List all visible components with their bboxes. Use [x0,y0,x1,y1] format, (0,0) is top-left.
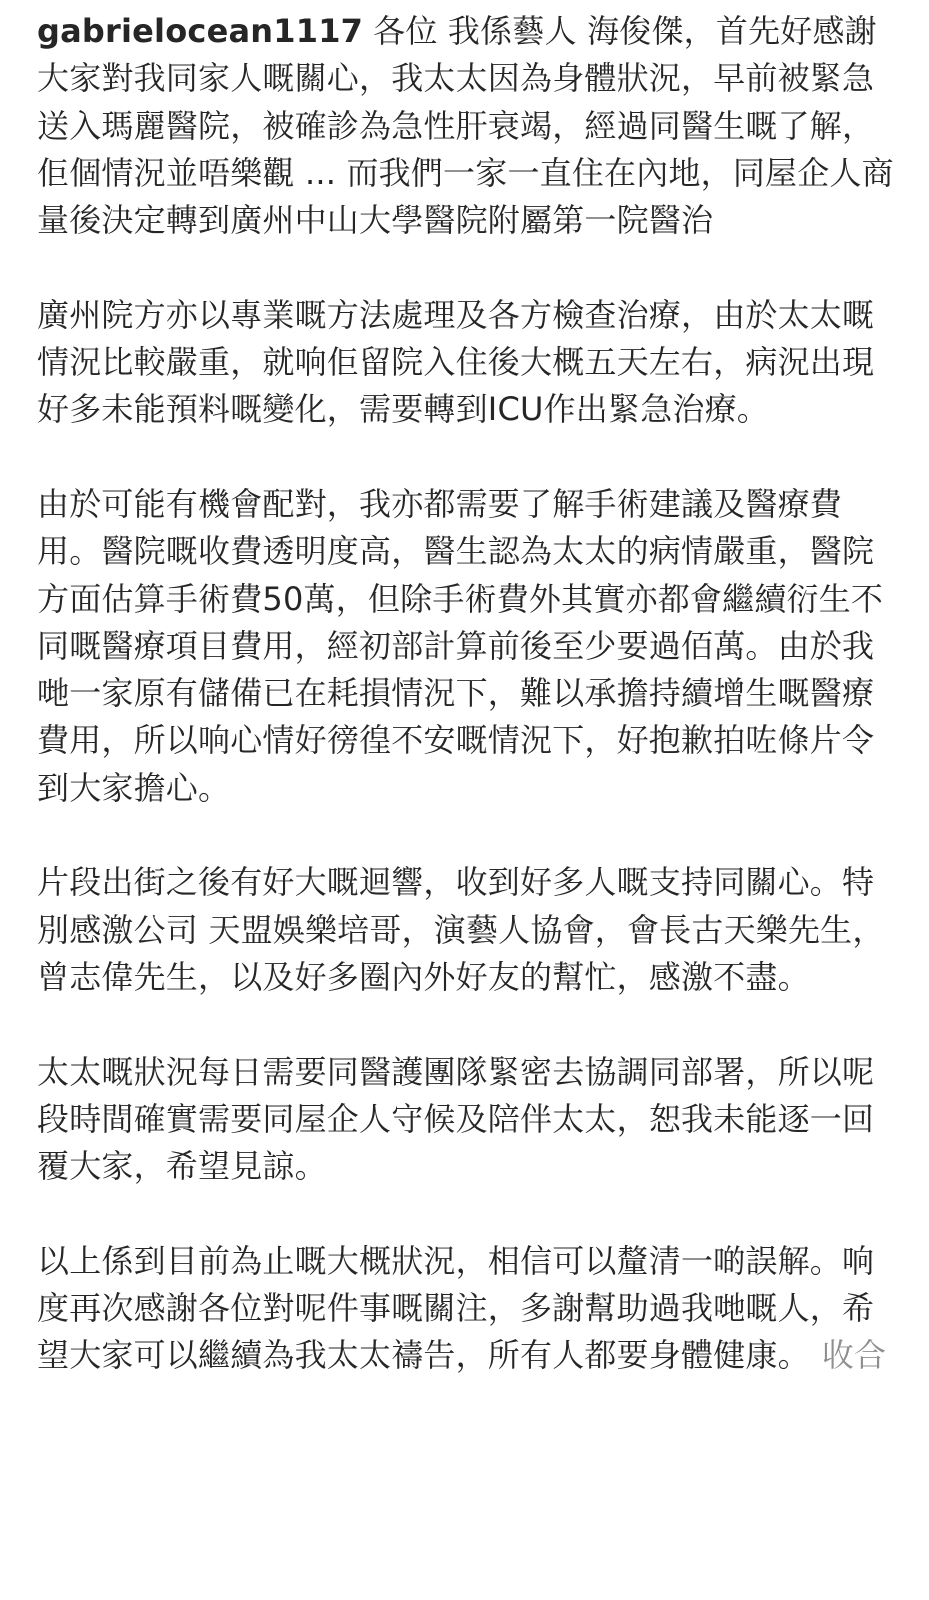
paragraph-gap [37,812,899,859]
paragraph-gap [37,244,899,291]
caption-paragraph-4: 片段出街之後有好大嘅迴響，收到好多人嘅支持同關心。特別感激公司 天盟娛樂培哥，演藝人協會，會長古天樂先生，曾志偉先生，以及好多圈內外好友的幫忙，感激不盡。 [37,863,885,996]
caption-paragraph-6 [37,1238,899,1380]
caption-paragraph-5: 太太嘅狀況每日需要同醫護團隊緊密去協調同部署，所以呢段時間確實需要同屋企人守候及陪伴太太，恕我未能逐一回覆大家，希望見諒。 [37,1052,875,1186]
caption-paragraph-3: 由於可能有機會配對，我亦都需要了解手術建議及醫療費用。醫院嘅收費透明度高，醫生認為太太的病情嚴重，醫院方面估算手術費50萬，但除手術費外其實亦都會繼續衍生不同嘅醫療項目費用，經初部計算前後至少要過佰萬。由於我哋一家原有儲備已在耗損情況下，難以承擔持續增生嘅醫療費用，所以响心情好徬徨不安嘅情況下，好抱歉拍咗條片令到大家擔心。 [37,484,884,807]
caption-text: 以上係到目前為止嘅大概狀況，相信可以釐清一啲誤解。响度再次感謝各位對呢件事嘅關注，多謝幫助過我哋嘅人，希望大家可以繼續為我太太禱告，所有人都要身體健康。 [37,1241,875,1375]
collapse-button[interactable]: 收合 [821,1336,887,1375]
paragraph-gap [37,1190,899,1237]
caption-paragraph-2: 廣州院方亦以專業嘅方法處理及各方檢查治療，由於太太嘅情況比較嚴重，就响佢留院入住後大概五天左右，病況出現好多未能預料嘅變化，需要轉到ICU作出緊急治療。 [37,295,875,429]
username-link[interactable]: gabrielocean1117 [37,12,364,50]
paragraph-gap [37,1001,899,1048]
caption-text: 各位 我係藝人 海俊傑，首先好感謝大家對我同家人嘅關心，我太太因為身體狀況，早前被緊急送入瑪麗醫院，被確診為急性肝衰竭，經過同醫生嘅了解，佢個情況並唔樂觀 ... 而我們一家一直住在內地，同屋企人商量後決定轉到廣州中山大學醫院附屬第一院醫治 [37,12,894,240]
paragraph-gap [37,434,899,481]
caption-paragraph-1 [37,8,899,244]
